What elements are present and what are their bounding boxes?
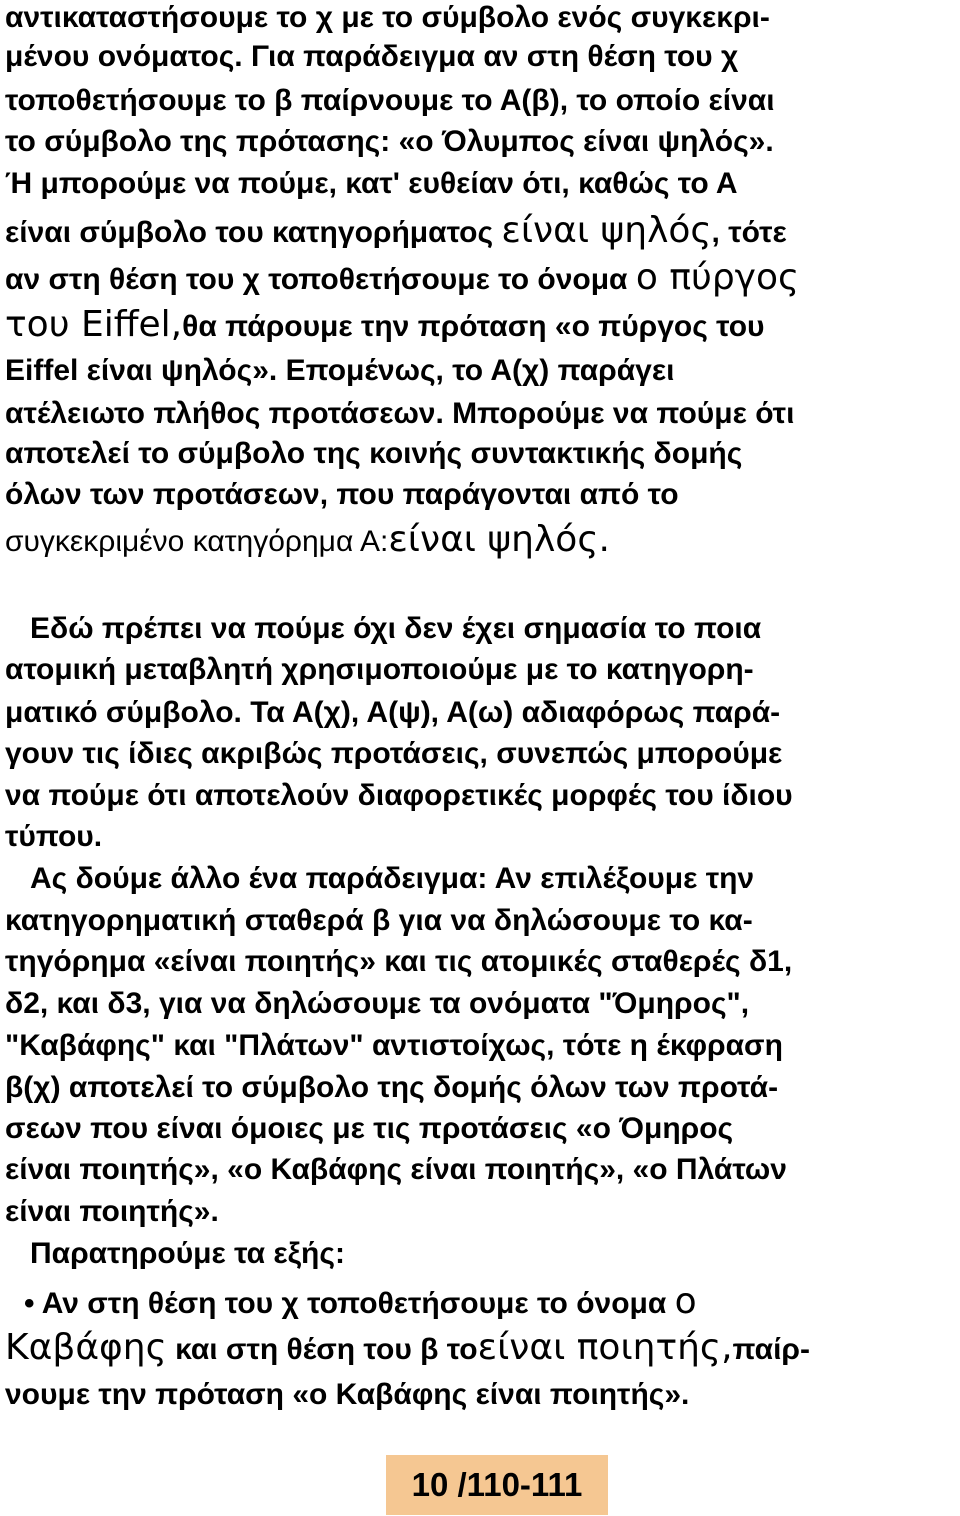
text-line: γουν τις ίδιες ακριβώς προτάσεις, συνεπώς μπορούμε	[5, 737, 783, 770]
text-line: αποτελεί το σύμβολο της κοινής συντακτικής δομής	[5, 437, 743, 470]
text-line: Eiffel είναι ψηλός». Επομένως, το Α(χ) παράγει	[5, 354, 675, 387]
emphasized-phrase: είναι ψηλός	[501, 210, 712, 251]
text-line: Ας δούμε άλλο ένα παράδειγμα: Αν επιλέξουμε την	[30, 862, 755, 895]
text-line: β(χ) αποτελεί το σύμβολο της δομής όλων των προτά-	[5, 1071, 779, 1104]
text-line: να πούμε ότι αποτελούν διαφορετικές μορφές του ίδιου	[5, 779, 793, 812]
text-line: τοποθετήσουμε το β παίρνουμε το Α(β), το οποίο είναι	[5, 84, 775, 117]
text-run: είναι σύμβολο του κατηγορήματος	[5, 216, 502, 249]
text-run: και στη θέση του β το	[166, 1333, 478, 1366]
text-line: Παρατηρούμε τα εξής:	[30, 1237, 345, 1270]
text-line: όλων των προτάσεων, που παράγονται από το	[5, 478, 679, 511]
text-line: ματικό σύμβολο. Τα Α(χ), Α(ψ), Α(ω) αδιαφόρως παρά-	[5, 696, 781, 729]
text-line: νουμε την πρόταση «ο Καβάφης είναι ποιητής».	[5, 1378, 690, 1411]
text-line	[5, 1327, 960, 1368]
text-run: , τότε	[711, 216, 787, 249]
text-line: Ή μπορούμε να πούμε, κατ' ευθείαν ότι, καθώς το Α	[5, 167, 738, 200]
bullet-item	[24, 1281, 960, 1322]
text-line: το σύμβολο της πρότασης: «ο Όλυμπος είναι ψηλός».	[5, 125, 774, 158]
emphasized-phrase: είναι ποιητής,	[477, 1327, 733, 1368]
emphasized-phrase: Καβάφης	[5, 1327, 167, 1368]
text-line	[5, 304, 960, 345]
page-number-label: 10 /110-111	[386, 1455, 608, 1515]
text-run: θα πάρουμε την πρόταση «ο πύργος του	[182, 310, 765, 343]
text-line: ατομική μεταβλητή χρησιμοποιούμε με το κατηγορη-	[5, 653, 754, 686]
text-line: κατηγορηματική σταθερά β για να δηλώσουμε το κα-	[5, 904, 753, 937]
text-line: Εδώ πρέπει να πούμε όχι δεν έχει σημασία το ποια	[30, 612, 762, 645]
text-line: ατέλειωτο πλήθος προτάσεων. Μπορούμε να πούμε ότι	[5, 397, 795, 430]
text-run: συγκεκριμένο κατηγόρημα Α:	[5, 525, 389, 558]
text-line: τύπου.	[5, 820, 103, 853]
text-line: είναι ποιητής», «ο Καβάφης είναι ποιητής», «ο Πλάτων	[5, 1153, 787, 1186]
emphasized-phrase: ο πύργος	[635, 257, 800, 298]
text-run: αν στη θέση του χ τοποθετήσουμε το όνομα	[5, 263, 636, 296]
text-line: σεων που είναι όμοιες με τις προτάσεις «ο Όμηρος	[5, 1112, 734, 1145]
text-run: παίρ-	[732, 1333, 810, 1366]
text-line: μένου ονόματος. Για παράδειγμα αν στη θέση του χ	[5, 40, 739, 73]
emphasized-phrase: του Eiffel,	[5, 304, 183, 345]
text-line: είναι ποιητής».	[5, 1195, 219, 1228]
text-line: τηγόρημα «είναι ποιητής» και τις ατομικές σταθερές δ1,	[5, 945, 793, 978]
emphasized-phrase: ο	[674, 1281, 697, 1322]
text-line: δ2, και δ3, για να δηλώσουμε τα ονόματα "Όμηρος",	[5, 987, 750, 1020]
emphasized-phrase: είναι ψηλός.	[388, 519, 610, 560]
text-line: αντικαταστήσουμε το χ με το σύμβολο ενός συγκεκρι-	[5, 1, 770, 34]
text-line: "Καβάφης" και "Πλάτων" αντιστοίχως, τότε η έκφραση	[5, 1029, 783, 1062]
text-line	[5, 257, 960, 298]
text-run: • Αν στη θέση του χ τοποθετήσουμε το όνομα	[24, 1287, 675, 1320]
text-line	[5, 519, 960, 560]
text-line	[5, 210, 960, 251]
